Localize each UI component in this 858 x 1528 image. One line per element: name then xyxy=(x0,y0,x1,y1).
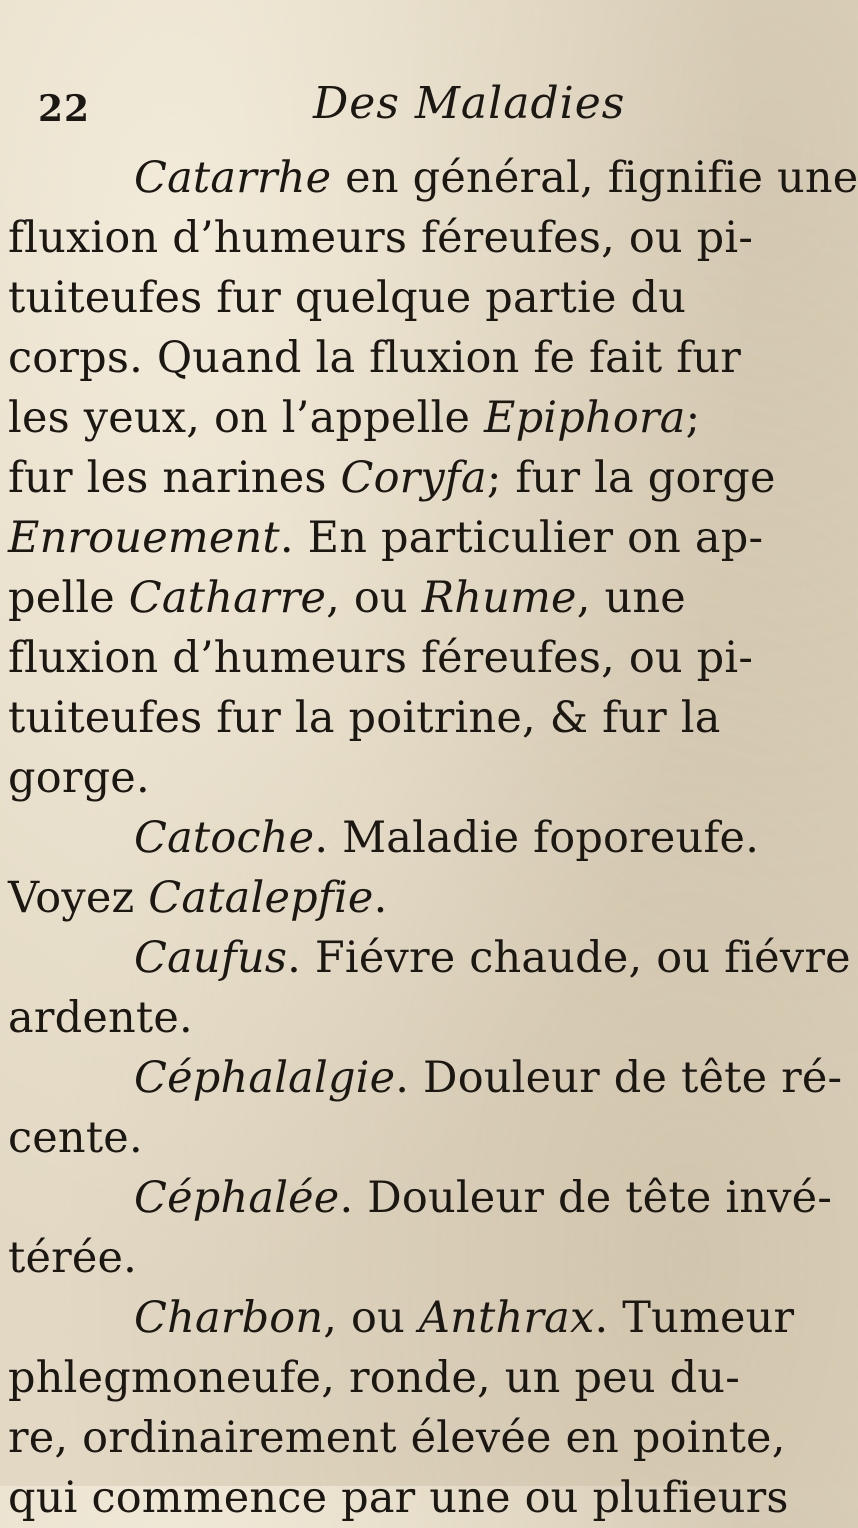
dictionary-entry xyxy=(8,1048,843,1168)
text-run: térée. xyxy=(8,1233,138,1283)
text-line xyxy=(8,988,796,1048)
text-run: . En particulier on ap- xyxy=(279,513,764,563)
italic-term: Céphalée xyxy=(134,1173,340,1223)
italic-term: Anthrax xyxy=(418,1293,595,1343)
page-header xyxy=(38,78,778,138)
text-run: , une xyxy=(576,573,686,623)
dictionary-entry xyxy=(8,1168,833,1288)
text-run: fluxion d’humeurs féreufes, ou pi- xyxy=(8,213,754,263)
dictionary-entries xyxy=(8,148,858,1528)
text-run: fluxion d’humeurs féreufes, ou pi- xyxy=(8,633,754,683)
italic-term: Céphalalgie xyxy=(134,1053,396,1103)
text-run: ardente. xyxy=(8,993,193,1043)
italic-term: Catarrhe xyxy=(134,153,332,203)
text-line xyxy=(8,328,796,388)
dictionary-entry xyxy=(8,148,858,808)
text-run: . xyxy=(373,873,388,923)
dictionary-entry xyxy=(8,808,796,928)
text-line xyxy=(8,688,796,748)
italic-term: Catoche xyxy=(134,813,315,863)
text-run: fur les narines xyxy=(8,453,341,503)
entry-headline xyxy=(106,148,858,208)
text-line xyxy=(8,1348,796,1408)
text-run: , ou xyxy=(323,1293,419,1343)
italic-term: Charbon xyxy=(134,1293,324,1343)
text-run: gorge. xyxy=(8,753,150,803)
italic-term: Epiphora xyxy=(483,393,686,443)
text-run: ; xyxy=(685,393,701,443)
text-line xyxy=(8,568,796,628)
text-line xyxy=(8,268,796,328)
italic-term: Catharre xyxy=(128,573,327,623)
text-run: corps. Quand la fluxion fe fait fur xyxy=(8,333,742,383)
dictionary-entry xyxy=(8,1288,796,1528)
text-line xyxy=(8,1228,796,1288)
text-run: , ou xyxy=(326,573,422,623)
text-run: Voyez xyxy=(8,873,149,923)
text-run: . Maladie foporeufe. xyxy=(314,813,760,863)
text-line xyxy=(8,748,796,808)
italic-term: Catalepfie xyxy=(148,873,374,923)
text-run: cente. xyxy=(8,1113,143,1163)
text-line xyxy=(8,208,796,268)
text-run: qui commence par une ou plufieurs xyxy=(8,1473,789,1523)
text-run: . Douleur de tête invé- xyxy=(339,1173,833,1223)
text-run: re, ordinairement élevée en pointe, xyxy=(8,1413,786,1463)
text-line xyxy=(8,448,796,508)
text-line xyxy=(8,628,796,688)
text-run: tuiteufes fur la poitrine, & fur la xyxy=(8,693,721,743)
running-title: Des Maladies xyxy=(313,78,626,129)
text-run: tuiteufes fur quelque partie du xyxy=(8,273,687,323)
text-run: les yeux, on l’appelle xyxy=(8,393,484,443)
text-line xyxy=(8,1108,796,1168)
text-run: . Tumeur xyxy=(594,1293,795,1343)
text-run: phlegmoneufe, ronde, un peu du- xyxy=(8,1353,740,1403)
text-line xyxy=(8,1408,796,1468)
text-run: . Fiévre chaude, ou fiévre xyxy=(287,933,851,983)
text-run: . Douleur de tête ré- xyxy=(395,1053,843,1103)
entry-headline xyxy=(106,1048,843,1108)
text-line xyxy=(8,508,796,568)
text-run: ; fur la gorge xyxy=(486,453,776,503)
italic-term: Coryfa xyxy=(340,453,487,503)
dictionary-entry xyxy=(8,928,851,1048)
text-run: pelle xyxy=(8,573,129,623)
italic-term: Caufus xyxy=(134,933,288,983)
text-line xyxy=(8,1468,796,1528)
italic-term: Enrouement xyxy=(8,513,280,563)
text-line xyxy=(8,868,796,928)
entry-headline xyxy=(106,1168,833,1228)
text-run: en général, fignifie une xyxy=(331,153,858,203)
italic-term: Rhume xyxy=(421,573,577,623)
entry-headline xyxy=(106,808,796,868)
text-line xyxy=(8,388,796,448)
entry-headline xyxy=(106,1288,796,1348)
entry-headline xyxy=(106,928,851,988)
page-number: 22 xyxy=(38,88,91,130)
